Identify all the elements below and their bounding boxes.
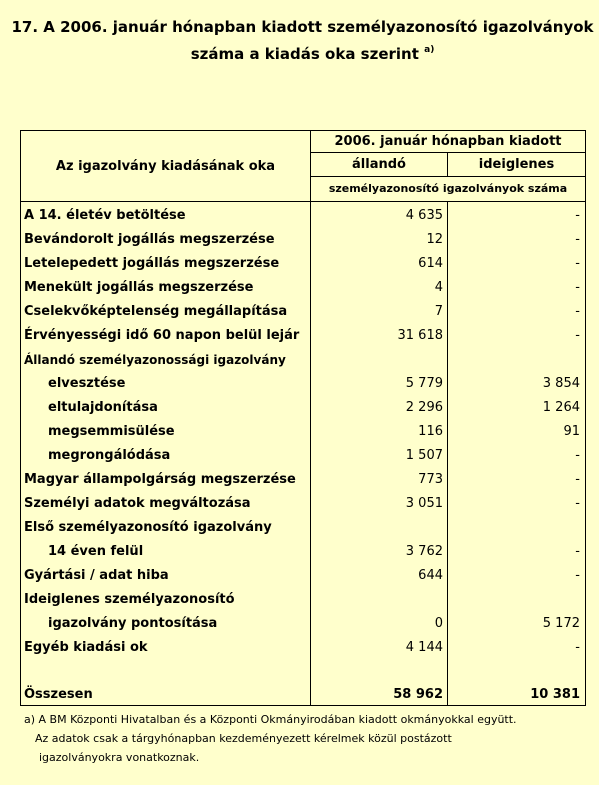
value-permanent: 2 296	[405, 400, 443, 415]
value-permanent: 0	[434, 616, 443, 631]
table-row	[21, 372, 585, 396]
total-temporary: 10 381	[530, 687, 580, 702]
table-row	[21, 444, 585, 468]
table-row	[21, 396, 585, 420]
total-label: Összesen	[24, 687, 93, 702]
value-temporary: -	[575, 304, 580, 319]
table-row	[21, 348, 585, 372]
footnote-marker: a)	[424, 45, 435, 55]
value-temporary: 3 854	[542, 376, 580, 391]
row-label: Letelepedett jogállás megszerzése	[24, 256, 280, 271]
title-line-1: 17. A 2006. január hónapban kiadott személyazonosító igazolványok	[11, 18, 594, 36]
row-label: Egyéb kiadási ok	[24, 640, 148, 655]
value-permanent: 4	[434, 280, 443, 295]
footnote	[24, 710, 517, 767]
table-row	[21, 588, 585, 612]
row-label: Első személyazonosító igazolvány	[24, 520, 272, 535]
table-row	[21, 636, 585, 660]
value-temporary: -	[575, 208, 580, 223]
total-row	[21, 683, 585, 707]
table-row	[21, 228, 585, 252]
footnote-line-1: a) A BM Központi Hivatalban és a Központi Okmányirodában kiadott okmányokkal együtt.	[24, 713, 517, 726]
value-temporary: -	[575, 640, 580, 655]
value-permanent: 5 779	[405, 376, 443, 391]
table-row	[21, 420, 585, 444]
table-row	[21, 468, 585, 492]
value-permanent: 7	[434, 304, 443, 319]
value-temporary: -	[575, 568, 580, 583]
footnote-line-2: Az adatok csak a tárgyhónapban kezdeményezett kérelmek közül postázott	[35, 732, 452, 745]
statistics-table	[20, 130, 586, 706]
table-row	[21, 204, 585, 228]
value-temporary: -	[575, 544, 580, 559]
total-permanent: 58 962	[393, 687, 443, 702]
value-temporary: -	[575, 496, 580, 511]
value-permanent: 3 051	[405, 496, 443, 511]
value-temporary: 1 264	[542, 400, 580, 415]
value-permanent: 31 618	[397, 328, 443, 343]
value-permanent: 3 762	[405, 544, 443, 559]
row-label: Menekült jogállás megszerzése	[24, 280, 254, 295]
value-permanent: 12	[426, 232, 443, 247]
table-body	[21, 201, 585, 705]
row-label: Érvényességi idő 60 napon belül lejár	[24, 328, 300, 343]
table-row	[21, 324, 585, 348]
value-temporary: -	[575, 280, 580, 295]
table-row	[21, 564, 585, 588]
title-line-2-text: száma a kiadás oka szerint	[190, 45, 419, 63]
value-permanent: 116	[418, 424, 443, 439]
header-col-temporary: ideiglenes	[448, 153, 585, 177]
value-temporary: -	[575, 448, 580, 463]
value-permanent: 1 507	[405, 448, 443, 463]
row-label: Állandó személyazonossági igazolvány	[24, 353, 286, 367]
table-row	[21, 516, 585, 540]
header-group: 2006. január hónapban kiadott	[311, 131, 585, 153]
row-label: igazolvány pontosítása	[48, 616, 218, 631]
row-label: Bevándorolt jogállás megszerzése	[24, 232, 275, 247]
row-label: megsemmisülése	[48, 424, 175, 439]
row-label: Cselekvőképtelenség megállapítása	[24, 304, 288, 319]
value-temporary: -	[575, 232, 580, 247]
row-label: eltulajdonítása	[48, 400, 158, 415]
value-temporary: 5 172	[542, 616, 580, 631]
value-temporary: -	[575, 472, 580, 487]
value-temporary: -	[575, 256, 580, 271]
value-temporary: 91	[563, 424, 580, 439]
row-label: Személyi adatok megváltozása	[24, 496, 251, 511]
value-permanent: 773	[418, 472, 443, 487]
table-title	[0, 14, 599, 68]
title-line-2	[0, 41, 599, 68]
table-row	[21, 252, 585, 276]
value-permanent: 614	[418, 256, 443, 271]
row-label: elvesztése	[48, 376, 126, 391]
row-label: Gyártási / adat hiba	[24, 568, 169, 583]
table-header	[21, 131, 585, 202]
footnote-line-3: igazolványokra vonatkoznak.	[39, 751, 200, 764]
row-label: megrongálódása	[48, 448, 171, 463]
table-row	[21, 612, 585, 636]
row-label: Ideiglenes személyazonosító	[24, 592, 235, 607]
header-row-label: Az igazolvány kiadásának oka	[21, 131, 311, 201]
table-row	[21, 492, 585, 516]
row-label: Magyar állampolgárság megszerzése	[24, 472, 296, 487]
value-permanent: 644	[418, 568, 443, 583]
table-row	[21, 540, 585, 564]
row-label: A 14. életév betöltése	[24, 208, 186, 223]
table-row	[21, 300, 585, 324]
header-subtitle: személyazonosító igazolványok száma	[328, 182, 568, 195]
value-permanent: 4 144	[405, 640, 443, 655]
value-permanent: 4 635	[405, 208, 443, 223]
row-label: 14 éven felül	[48, 544, 144, 559]
header-col-permanent: állandó	[311, 153, 448, 177]
value-temporary: -	[575, 328, 580, 343]
table-row	[21, 276, 585, 300]
